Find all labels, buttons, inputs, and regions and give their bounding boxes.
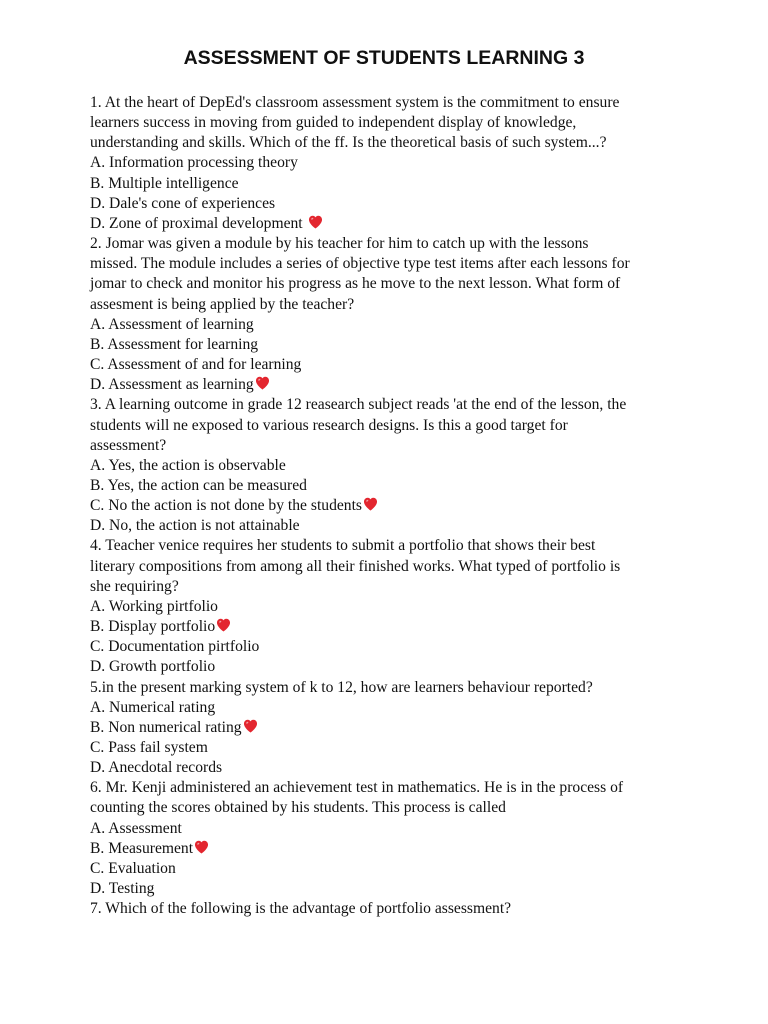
line-text: B. Yes, the action can be measured: [90, 476, 307, 494]
text-line: [90, 738, 690, 758]
text-line: [90, 174, 690, 194]
line-text: A. Assessment: [90, 819, 182, 837]
question-list: [90, 93, 690, 919]
line-text: B. Non numerical rating: [90, 718, 242, 736]
line-text: A. Working pirtfolio: [90, 597, 218, 615]
line-text: A. Numerical rating: [90, 698, 216, 716]
line-text: counting the scores obtained by his students. This process is called: [90, 799, 506, 817]
text-line: [90, 637, 690, 657]
line-text: 2. Jomar was given a module by his teacher for him to catch up with the lessons: [90, 235, 589, 253]
text-line: [90, 436, 690, 456]
line-text: 6. Mr. Kenji administered an achievement test in mathematics. He is in the process of: [90, 779, 624, 797]
line-text: missed. The module includes a series of objective type test items after each lessons for: [90, 255, 630, 273]
text-line: [90, 274, 690, 294]
line-text: B. Measurement: [90, 839, 194, 857]
line-text: literary compositions from among all their finished works. What typed of portfolio is: [90, 557, 621, 575]
line-text: A. Assessment of learning: [90, 315, 254, 333]
text-line: [90, 234, 690, 254]
answer-line: [90, 839, 690, 859]
line-text: D. No, the action is not attainable: [90, 517, 300, 535]
line-text: D. Dale's cone of experiences: [90, 194, 276, 212]
text-line: [90, 254, 690, 274]
line-text: D. Anecdotal records: [90, 759, 223, 777]
text-line: [90, 798, 690, 818]
text-line: [90, 819, 690, 839]
line-text: assessment?: [90, 436, 167, 454]
line-text: she requiring?: [90, 577, 179, 595]
text-line: [90, 93, 690, 113]
document-title: ASSESSMENT OF STUDENTS LEARNING 3: [183, 47, 585, 69]
text-line: [90, 879, 690, 899]
line-text: C. Documentation pirtfolio: [90, 638, 260, 656]
text-line: [90, 597, 690, 617]
line-text: C. No the action is not done by the students: [90, 497, 362, 515]
text-line: [90, 416, 690, 436]
text-line: [90, 577, 690, 597]
text-line: [90, 678, 690, 698]
red-heart-icon: [255, 376, 270, 390]
text-line: [90, 557, 690, 577]
text-line: [90, 859, 690, 879]
text-line: [90, 657, 690, 677]
line-text: B. Multiple intelligence: [90, 174, 239, 192]
text-line: [90, 133, 690, 153]
text-line: [90, 536, 690, 556]
line-text: 1. At the heart of DepEd's classroom assessment system is the commitment to ensure: [90, 94, 620, 111]
line-text: C. Evaluation: [90, 859, 176, 877]
text-line: [90, 335, 690, 355]
line-text: 4. Teacher venice requires her students to submit a portfolio that shows their best: [90, 537, 596, 555]
answer-line: [90, 375, 690, 395]
line-text: C. Assessment of and for learning: [90, 356, 302, 374]
line-text: D. Zone of proximal development: [90, 214, 307, 232]
line-text: learners success in moving from guided to independent display of knowledge,: [90, 114, 577, 132]
text-line: [90, 476, 690, 496]
line-text: jomar to check and monitor his progress as he move to the next lesson. What form of: [90, 275, 621, 293]
line-text: understanding and skills. Which of the ff. Is the theoretical basis of such system...?: [90, 134, 607, 152]
red-heart-icon: [216, 618, 231, 632]
text-line: [90, 153, 690, 173]
line-text: D. Assessment as learning: [90, 376, 254, 394]
text-line: [90, 113, 690, 133]
line-text: A. Yes, the action is observable: [90, 456, 286, 474]
line-text: B. Display portfolio: [90, 618, 216, 636]
red-heart-icon: [194, 840, 209, 854]
text-line: [90, 899, 690, 919]
line-text: D. Growth portfolio: [90, 658, 216, 676]
line-text: students will ne exposed to various research designs. Is this a good target for: [90, 416, 568, 434]
text-line: [90, 395, 690, 415]
text-line: [90, 516, 690, 536]
text-line: [90, 315, 690, 335]
answer-line: [90, 214, 690, 234]
line-text: 3. A learning outcome in grade 12 reasearch subject reads 'at the end of the lesson, the: [90, 396, 627, 414]
text-line: [90, 758, 690, 778]
text-line: [90, 355, 690, 375]
red-heart-icon: [243, 719, 258, 733]
line-text: 7. Which of the following is the advantage of portfolio assessment?: [90, 900, 512, 918]
answer-line: [90, 617, 690, 637]
line-text: D. Testing: [90, 880, 155, 898]
answer-line: [90, 496, 690, 516]
line-text: B. Assessment for learning: [90, 335, 259, 353]
text-line: [90, 456, 690, 476]
line-text: A. Information processing theory: [90, 154, 298, 172]
text-line: [90, 698, 690, 718]
answer-line: [90, 718, 690, 738]
line-text: 5.in the present marking system of k to 12, how are learners behaviour reported?: [90, 678, 593, 696]
text-line: [90, 194, 690, 214]
line-text: assesment is being applied by the teacher?: [90, 295, 355, 313]
red-heart-icon: [308, 215, 323, 229]
red-heart-icon: [363, 497, 378, 511]
line-text: C. Pass fail system: [90, 739, 208, 756]
text-line: [90, 295, 690, 315]
text-line: [90, 778, 690, 798]
